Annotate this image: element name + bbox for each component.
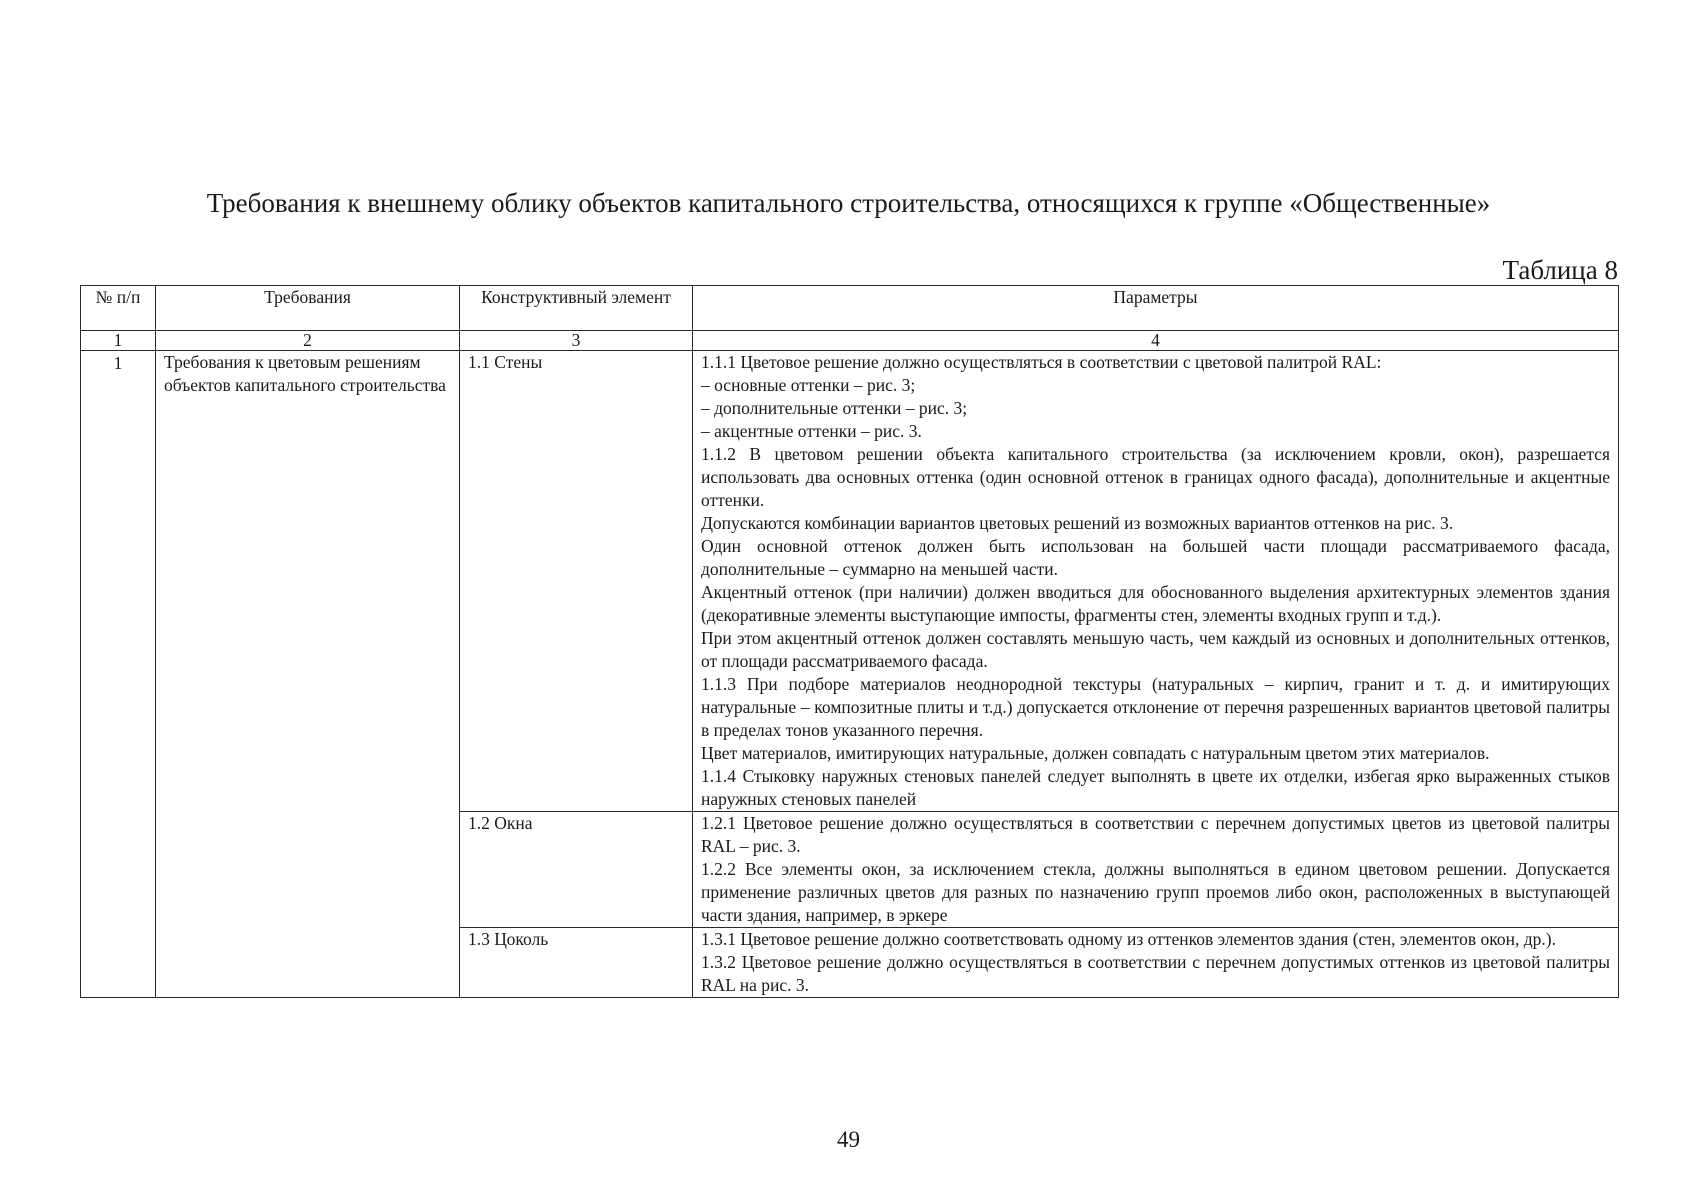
requirements-table [80,285,1619,998]
element-walls: 1.1 Стены [460,351,693,812]
header-number: № п/п [81,286,156,331]
row-number: 1 [81,351,156,998]
param-paragraph: – акцентные оттенки – рис. 3. [701,421,922,441]
page-number: 49 [837,1127,860,1152]
table-row [81,351,1619,812]
param-paragraph: 1.1.2 В цветовом решении объекта капитального строительства (за исключением кровли, окон), разрешается использовать два основных оттенка (один основной оттенок в границах одного фасада), дополнительные и акцентные оттенки. [701,444,1610,510]
table-caption: Таблица 8 [1502,255,1618,285]
param-paragraph: 1.3.1 Цветовое решение должно соответствовать одному из оттенков элементов здания (стен, элементов окон, др.). [701,929,1557,949]
column-number-2: 2 [156,331,460,351]
params-plinth [693,928,1619,998]
column-number-3: 3 [460,331,693,351]
param-paragraph: Цвет материалов, имитирующих натуральные, должен совпадать с натуральным цветом этих материалов. [701,743,1490,763]
params-windows [693,812,1619,928]
param-paragraph: – дополнительные оттенки – рис. 3; [701,398,968,418]
param-paragraph: 1.2.2 Все элементы окон, за исключением стекла, должны выполняться в едином цветовом решении. Допускается применение различных цветов для разных по назначению групп проемов либо окон, расположенных в выступающей части здания, например, в эркере [701,859,1610,925]
header-requirements: Требования [156,286,460,331]
param-paragraph: Допускаются комбинации вариантов цветовых решений из возможных вариантов оттенков на рис. 3. [701,513,1454,533]
header-structural-element: Конструктивный элемент [460,286,693,331]
requirement-cell: Требования к цветовым решениям объектов капитального строительства [156,351,460,998]
param-paragraph: Один основной оттенок должен быть использован на большей части площади рассматриваемого фасада, дополнительные – суммарно на меньшей части. [701,536,1610,579]
document-title: Требования к внешнему облику объектов капитального строительства, относящихся к группе «Общественные» [206,188,1491,218]
header-parameters: Параметры [693,286,1619,331]
params-walls [693,351,1619,812]
param-paragraph: 1.3.2 Цветовое решение должно осуществляться в соответствии с перечнем допустимых оттенков из цветовой палитры RAL на рис. 3. [701,952,1610,995]
param-paragraph: – основные оттенки – рис. 3; [701,375,916,395]
param-paragraph: При этом акцентный оттенок должен составлять меньшую часть, чем каждый из основных и дополнительных оттенков, от площади рассматриваемого фасада. [701,628,1610,671]
param-paragraph: 1.2.1 Цветовое решение должно осуществляться в соответствии с перечнем допустимых цветов из цветовой палитры RAL – рис. 3. [701,813,1610,856]
element-windows: 1.2 Окна [460,812,693,928]
column-number-row [81,331,1619,351]
param-paragraph: 1.1.4 Стыковку наружных стеновых панелей следует выполнять в цвете их отделки, избегая ярко выраженных стыков наружных стеновых панелей [701,766,1610,809]
column-number-4: 4 [693,331,1619,351]
element-plinth: 1.3 Цоколь [460,928,693,998]
param-paragraph: 1.1.1 Цветовое решение должно осуществляться в соответствии с цветовой палитрой RAL: [701,352,1382,372]
param-paragraph: Акцентный оттенок (при наличии) должен вводиться для обоснованного выделения архитектурных элементов здания (декоративные элементы выступающие импосты, фрагменты стен, элементы входных групп и т.д.). [701,582,1610,625]
column-number-1: 1 [81,331,156,351]
param-paragraph: 1.1.3 При подборе материалов неоднородной текстуры (натуральных – кирпич, гранит и т. д. и имитирующих натуральные – композитные плиты и т.д.) допускается отклонение от перечня разрешенных вариантов цветовой палитры в пределах тонов указанного перечня. [701,674,1610,740]
table-header-row [81,286,1619,331]
